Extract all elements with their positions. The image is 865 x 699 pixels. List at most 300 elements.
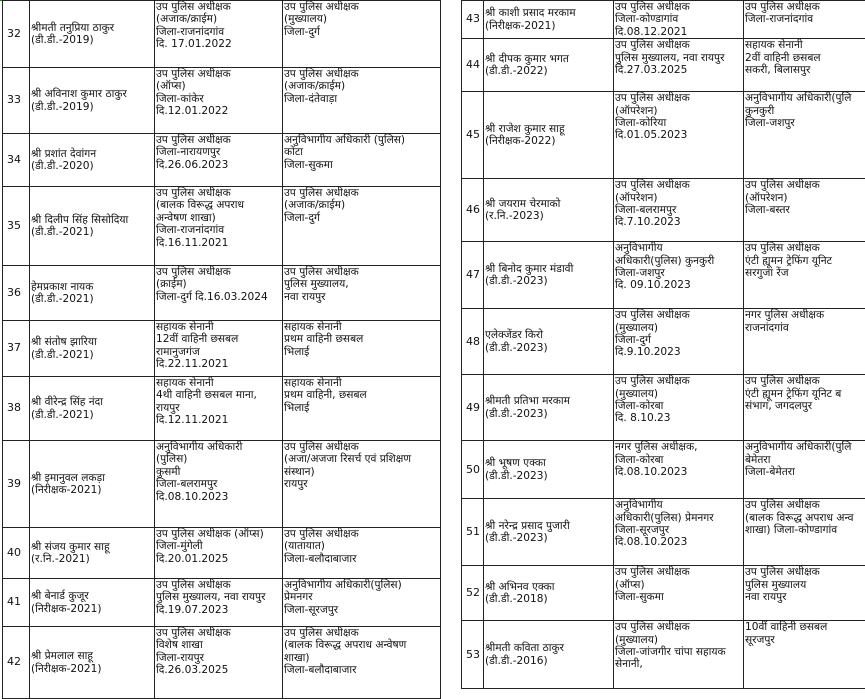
officer-name-line: (डी.डी.-2023): [485, 408, 612, 420]
current-posting-line: दि.12.01.2022: [156, 105, 281, 117]
current-posting-line: उप पुलिस अधीक्षक: [615, 375, 742, 387]
current-posting-line: दि.7.10.2023: [615, 216, 742, 228]
table-row: [3, 321, 441, 377]
new-posting-line: उप पुलिस अधीक्षक: [745, 242, 865, 254]
table-row: [3, 579, 441, 627]
new-posting-line: कोंटा: [284, 146, 439, 158]
table-row: [462, 1, 865, 39]
current-posting-line: दि.01.05.2023: [615, 129, 742, 141]
current-posting-line: रामानुजगंज: [156, 346, 281, 358]
table-row: [462, 179, 865, 242]
new-posting-line: सरगुजा रेंज: [745, 267, 865, 279]
current-posting-line: सेनानी,: [615, 658, 742, 670]
officer-name-cell: [484, 375, 614, 441]
new-posting-line: पुलिस मुख्यालय,: [284, 278, 439, 290]
new-posting-line: अनुविभागीय अधिकारी(पुलि: [745, 441, 865, 453]
current-posting-line: जिला-जांजगीर चांपा सहायक: [615, 646, 742, 658]
current-posting-line: जिला-बलरामपुर: [156, 478, 281, 490]
officer-name-line: (डी.डी.-2018): [485, 593, 612, 605]
new-posting-cell: [744, 441, 865, 499]
current-posting-line: जिला-जशपुर: [615, 267, 742, 279]
new-posting-cell: [744, 499, 865, 566]
officer-name-line: (डी.डी.-2019): [31, 34, 153, 46]
new-posting-line: उप पुलिस अधीक्षक: [284, 68, 439, 80]
current-posting-line: जिला-कांकेर: [156, 93, 281, 105]
officer-name-line: (डी.डी.-2023): [485, 470, 612, 482]
current-posting-line: उप पुलिस अधीक्षक: [615, 1, 742, 13]
new-posting-line: उप पुलिस अधीक्षक: [284, 528, 439, 540]
current-posting-line: दि.19.07.2023: [156, 604, 281, 616]
officer-name-cell: [30, 377, 155, 441]
serial-number: 39: [3, 441, 30, 528]
current-posting-line: दि.22.11.2021: [156, 358, 281, 370]
current-posting-cell: [155, 627, 283, 699]
current-posting-line: उप पुलिस अधीक्षक: [156, 1, 281, 13]
new-posting-line: प्रथम वाहिनी छसबल: [284, 333, 439, 345]
officer-name-cell: [30, 627, 155, 699]
officer-name-line: (निरीक्षक-2021): [31, 484, 153, 496]
left-transfer-table: [2, 0, 441, 699]
current-posting-line: उप पुलिस अधीक्षक (ऑप्स): [156, 528, 281, 540]
current-posting-line: दि.12.11.2021: [156, 414, 281, 426]
new-posting-line: जिला-सूरजपुर: [284, 604, 439, 616]
officer-name-cell: [484, 309, 614, 375]
current-posting-line: (पुलिस): [156, 453, 281, 465]
current-posting-line: जिला-राजनांदगांव: [156, 224, 281, 236]
new-posting-line: अनुविभागीय अधिकारी(पुलि: [745, 92, 865, 104]
current-posting-line: (ऑप्स): [615, 579, 742, 591]
serial-number: 36: [3, 266, 30, 321]
current-posting-line: (मुख्यालय): [615, 322, 742, 334]
new-posting-line: प्रथम वाहिनी, छसबल: [284, 389, 439, 401]
new-posting-cell: [744, 39, 865, 92]
new-posting-cell: [283, 266, 441, 321]
new-posting-cell: [283, 441, 441, 528]
officer-name-line: श्रीमती कविता ठाकुर: [485, 642, 612, 654]
current-posting-line: जिला-कोरबा: [615, 400, 742, 412]
current-posting-line: अनुविभागीय: [615, 242, 742, 254]
new-posting-line: (यातायात): [284, 540, 439, 552]
current-posting-line: सहायक सेनानी: [156, 321, 281, 333]
officer-name-line: एलेक्जेंडर किरो: [485, 329, 612, 341]
new-posting-line: उप पुलिस अधीक्षक: [745, 566, 865, 578]
current-posting-line: उप पुलिस अधीक्षक: [615, 92, 742, 104]
current-posting-line: जिला-दुर्ग: [615, 334, 742, 346]
new-posting-line: (अजाक/क्राईम): [284, 80, 439, 92]
new-posting-line: नवा रायपुर: [284, 291, 439, 303]
table-row: [462, 621, 865, 689]
officer-name-line: श्री प्रशांत देवांगन: [31, 148, 153, 160]
table-row: [3, 377, 441, 441]
new-posting-cell: [283, 134, 441, 187]
current-posting-line: (मुख्यालय): [615, 634, 742, 646]
current-posting-line: पुलिस मुख्यालय, नवा रायपुर: [615, 52, 742, 64]
officer-name-cell: [484, 92, 614, 179]
current-posting-cell: [155, 68, 283, 134]
new-posting-line: उप पुलिस अधीक्षक: [284, 266, 439, 278]
new-posting-cell: [744, 621, 865, 689]
current-posting-line: दि.08.10.2023: [615, 466, 742, 478]
new-posting-line: जिला-बस्तर: [745, 204, 865, 216]
new-posting-line: शाखा): [284, 652, 439, 664]
new-posting-line: नगर पुलिस अधीक्षक: [745, 309, 865, 321]
new-posting-cell: [744, 375, 865, 441]
current-posting-cell: [155, 528, 283, 579]
new-posting-line: शाखा) जिला-कोण्डागांव: [745, 524, 865, 536]
officer-name-line: श्री बेनार्ड कुजूर: [31, 590, 153, 602]
officer-name-line: (डी.डी.-2023): [485, 275, 612, 287]
current-posting-line: (मुख्यालय): [615, 388, 742, 400]
current-posting-line: अनुविभागीय अधिकारी: [156, 441, 281, 453]
table-row: [3, 134, 441, 187]
current-posting-cell: [155, 441, 283, 528]
current-posting-cell: [155, 377, 283, 441]
current-posting-cell: [614, 441, 744, 499]
new-posting-cell: [744, 1, 865, 39]
new-posting-cell: [744, 242, 865, 309]
new-posting-cell: [744, 92, 865, 179]
new-posting-line: सहायक सेनानी: [284, 377, 439, 389]
serial-number: 33: [3, 68, 30, 134]
new-posting-line: भिलाई: [284, 346, 439, 358]
new-posting-cell: [283, 627, 441, 699]
current-posting-cell: [614, 309, 744, 375]
current-posting-line: जिला-बलरामपुर: [615, 204, 742, 216]
serial-number: 34: [3, 134, 30, 187]
officer-name-line: हेमप्रकाश नायक: [31, 281, 153, 293]
new-posting-line: (बालक विरूद्ध अपराध अन्वेषण: [284, 639, 439, 651]
new-posting-line: उप पुलिस अधीक्षक: [745, 499, 865, 511]
table-row: [3, 68, 441, 134]
officer-name-line: (निरीक्षक-2021): [31, 663, 153, 675]
current-posting-line: अनुविभागीय: [615, 499, 742, 511]
officer-name-line: (डी.डी.-2022): [485, 65, 612, 77]
new-posting-line: सहायक सेनानी: [284, 321, 439, 333]
serial-number: 47: [462, 242, 484, 309]
table-row: [3, 266, 441, 321]
current-posting-line: पुलिस मुख्यालय, नवा रायपुर: [156, 591, 281, 603]
current-posting-line: विशेष शाखा: [156, 639, 281, 651]
current-posting-cell: [155, 321, 283, 377]
officer-name-line: श्री दीपक कुमार भगत: [485, 53, 612, 65]
table-row: [3, 441, 441, 528]
current-posting-line: जिला-राजनांदगांव: [156, 26, 281, 38]
new-posting-line: जिला-दुर्ग: [284, 26, 439, 38]
current-posting-line: (ऑपरेशन): [615, 105, 742, 117]
new-posting-line: (अजाक/क्राईम): [284, 199, 439, 211]
officer-name-cell: [30, 321, 155, 377]
page-gap: [441, 0, 461, 698]
current-posting-line: अधिकारी(पुलिस) कुनकुरी: [615, 255, 742, 267]
current-posting-line: (क्राईम): [156, 278, 281, 290]
current-posting-line: दि.08.10.2023: [615, 536, 742, 548]
officer-name-cell: [30, 68, 155, 134]
current-posting-line: सहायक सेनानी: [156, 377, 281, 389]
new-posting-cell: [744, 566, 865, 621]
current-posting-cell: [614, 375, 744, 441]
current-posting-cell: [614, 242, 744, 309]
new-posting-line: उप पुलिस अधीक्षक: [284, 441, 439, 453]
new-posting-line: जिला-राजनांदगांव: [745, 13, 865, 25]
new-posting-line: (अजा/अजजा रिसर्च एवं प्रशिक्षण: [284, 453, 439, 465]
current-posting-line: जिला-नारायणपुर: [156, 146, 281, 158]
new-posting-cell: [283, 68, 441, 134]
officer-name-line: (निरीक्षक-2021): [31, 603, 153, 615]
current-posting-cell: [614, 39, 744, 92]
current-posting-line: अन्वेषण शाखा): [156, 212, 281, 224]
officer-name-line: श्री वीरेन्द्र सिंह नंदा: [31, 396, 153, 408]
current-posting-line: दि.08.10.2023: [156, 491, 281, 503]
officer-name-line: श्री प्रेमलाल साहू: [31, 650, 153, 662]
new-posting-line: जिला-बलौदाबाजार: [284, 553, 439, 565]
current-posting-line: दि. 8.10.23: [615, 412, 742, 424]
table-row: [462, 309, 865, 375]
officer-name-cell: [484, 242, 614, 309]
new-posting-line: उप पुलिस अधीक्षक: [284, 187, 439, 199]
officer-name-cell: [30, 441, 155, 528]
serial-number: 32: [3, 1, 30, 68]
new-posting-line: उप पुलिस अधीक्षक: [745, 1, 865, 13]
new-posting-line: जिला-दंतेवाड़ा: [284, 93, 439, 105]
new-posting-line: (ऑपरेशन): [745, 192, 865, 204]
new-posting-line: उप पुलिस अधीक्षक: [745, 179, 865, 191]
new-posting-cell: [744, 179, 865, 242]
officer-name-cell: [484, 179, 614, 242]
current-posting-line: 12वीं वाहिनी छसबल: [156, 333, 281, 345]
current-posting-line: दि.9.10.2023: [615, 346, 742, 358]
new-posting-line: संस्थान): [284, 466, 439, 478]
current-posting-line: दि.08.12.2021: [615, 26, 742, 38]
officer-name-cell: [484, 1, 614, 39]
serial-number: 38: [3, 377, 30, 441]
officer-name-line: श्रीमती प्रतिभा मरकाम: [485, 395, 612, 407]
new-posting-line: जिला-सुकमा: [284, 159, 439, 171]
current-posting-line: (अजाक/क्राईम): [156, 13, 281, 25]
current-posting-line: नगर पुलिस अधीक्षक,: [615, 441, 742, 453]
new-posting-line: बेमेतरा: [745, 454, 865, 466]
officer-name-line: (डी.डी.-2021): [31, 349, 153, 361]
table-row: [462, 375, 865, 441]
current-posting-line: दि.26.03.2025: [156, 664, 281, 676]
current-posting-line: (ऑप्स): [156, 80, 281, 92]
officer-name-line: श्री संतोष झारिया: [31, 336, 153, 348]
serial-number: 35: [3, 187, 30, 266]
new-posting-cell: [283, 528, 441, 579]
officer-name-line: (निरीक्षक-2022): [485, 135, 612, 147]
officer-name-line: (डी.डी.-2023): [485, 532, 612, 544]
current-posting-cell: [155, 266, 283, 321]
new-posting-line: जिला-जशपुर: [745, 117, 865, 129]
officer-name-line: श्री बिनोद कुमार मंडावी: [485, 263, 612, 275]
current-posting-line: दि. 17.01.2022: [156, 38, 281, 50]
officer-name-cell: [484, 39, 614, 92]
officer-name-line: श्री नरेन्द्र प्रसाद पुजारी: [485, 520, 612, 532]
table-row: [462, 499, 865, 566]
serial-number: 48: [462, 309, 484, 375]
current-posting-line: दि.16.11.2021: [156, 237, 281, 249]
right-transfer-table: [461, 0, 865, 689]
officer-name-cell: [30, 134, 155, 187]
new-posting-cell: [283, 321, 441, 377]
new-posting-cell: [744, 309, 865, 375]
new-posting-cell: [283, 579, 441, 627]
current-posting-line: दि.26.06.2023: [156, 159, 281, 171]
current-posting-line: उप पुलिस अधीक्षक: [615, 309, 742, 321]
officer-name-line: श्री इमानुवल लकड़ा: [31, 472, 153, 484]
officer-name-cell: [484, 566, 614, 621]
current-posting-cell: [614, 499, 744, 566]
new-posting-line: नवा रायपुर: [745, 591, 865, 603]
serial-number: 43: [462, 1, 484, 39]
serial-number: 52: [462, 566, 484, 621]
current-posting-line: जिला-सूरजपुर: [615, 524, 742, 536]
new-posting-cell: [283, 187, 441, 266]
current-posting-line: (बालक विरूद्ध अपराध: [156, 199, 281, 211]
table-row: [3, 187, 441, 266]
serial-number: 40: [3, 528, 30, 579]
officer-name-cell: [484, 441, 614, 499]
current-posting-cell: [155, 579, 283, 627]
new-posting-line: अनुविभागीय अधिकारी (पुलिस): [284, 134, 439, 146]
serial-number: 42: [3, 627, 30, 699]
new-posting-line: सहायक सेनानी: [745, 39, 865, 51]
table-row: [462, 242, 865, 309]
officer-name-line: श्री अविनाश कुमार ठाकुर: [31, 88, 153, 100]
current-posting-line: उप पुलिस अधीक्षक: [156, 579, 281, 591]
new-posting-line: अनुविभागीय अधिकारी(पुलिस): [284, 579, 439, 591]
current-posting-line: अधिकारी(पुलिस) प्रेमनगर: [615, 512, 742, 524]
current-posting-line: उप पुलिस अधीक्षक: [615, 621, 742, 633]
new-posting-line: भिलाई: [284, 402, 439, 414]
officer-name-cell: [30, 528, 155, 579]
table-row: [462, 92, 865, 179]
current-posting-line: जिला-दुर्ग दि.16.03.2024: [156, 291, 281, 303]
officer-name-line: (डी.डी.-2016): [485, 655, 612, 667]
new-posting-line: राजनांदगांव: [745, 322, 865, 334]
new-posting-line: एंटी ह्यूमन ट्रेफिंग यूनिट: [745, 255, 865, 267]
current-posting-line: रायपुर: [156, 402, 281, 414]
serial-number: 46: [462, 179, 484, 242]
current-posting-cell: [614, 566, 744, 621]
new-posting-line: रायपुर: [284, 478, 439, 490]
new-posting-line: कुनकुरी: [745, 105, 865, 117]
current-posting-line: 4थी वाहिनी छसबल माना,: [156, 389, 281, 401]
officer-name-line: (डी.डी.-2020): [31, 160, 153, 172]
officer-name-line: (डी.डी.-2021): [31, 293, 153, 305]
serial-number: 51: [462, 499, 484, 566]
current-posting-cell: [155, 134, 283, 187]
table-row: [462, 441, 865, 499]
current-posting-line: जिला-कोण्डागांव: [615, 13, 742, 25]
table-row: [3, 528, 441, 579]
table-row: [3, 1, 441, 68]
new-posting-line: जिला-बलौदाबाजार: [284, 664, 439, 676]
officer-name-line: (डी.डी.-2021): [31, 409, 153, 421]
new-posting-line: 2वीं वाहिनी छसबल: [745, 52, 865, 64]
table-row: [462, 39, 865, 92]
new-posting-line: प्रेमनगर: [284, 591, 439, 603]
officer-name-line: (र.नि.-2023): [485, 210, 612, 222]
officer-name-line: श्री राजेश कुमार साहू: [485, 123, 612, 135]
serial-number: 37: [3, 321, 30, 377]
new-posting-line: पुलिस मुख्यालय: [745, 579, 865, 591]
current-posting-line: उप पुलिस अधीक्षक: [615, 179, 742, 191]
current-posting-line: उप पुलिस अधीक्षक: [156, 627, 281, 639]
officer-name-line: श्रीमती तनुप्रिया ठाकुर: [31, 22, 153, 34]
officer-name-line: श्री भूषण एक्का: [485, 457, 612, 469]
officer-name-cell: [30, 266, 155, 321]
serial-number: 44: [462, 39, 484, 92]
officer-name-cell: [484, 621, 614, 689]
officer-name-line: श्री संजय कुमार साहू: [31, 541, 153, 553]
new-posting-line: सूरजपुर: [745, 634, 865, 646]
new-posting-cell: [283, 377, 441, 441]
new-posting-line: सकरी, बिलासपुर: [745, 64, 865, 76]
serial-number: 49: [462, 375, 484, 441]
current-posting-line: दि.20.01.2025: [156, 553, 281, 565]
current-posting-line: उप पुलिस अधीक्षक: [156, 187, 281, 199]
current-posting-line: (ऑपरेशन): [615, 192, 742, 204]
current-posting-cell: [155, 1, 283, 68]
current-posting-line: उप पुलिस अधीक्षक: [615, 39, 742, 51]
new-posting-line: उप पुलिस अधीक्षक: [284, 627, 439, 639]
officer-name-line: श्री जयराम चेरमाको: [485, 198, 612, 210]
officer-name-line: (र.नि.-2021): [31, 553, 153, 565]
officer-name-line: श्री अभिनव एक्का: [485, 581, 612, 593]
officer-name-cell: [30, 1, 155, 68]
new-posting-line: उप पुलिस अधीक्षक: [745, 375, 865, 387]
current-posting-line: कुसमी: [156, 466, 281, 478]
officer-name-cell: [484, 499, 614, 566]
current-posting-cell: [614, 621, 744, 689]
current-posting-line: दि. 09.10.2023: [615, 279, 742, 291]
officer-name-line: (डी.डी.-2019): [31, 101, 153, 113]
current-posting-cell: [614, 1, 744, 39]
serial-number: 45: [462, 92, 484, 179]
current-posting-cell: [155, 187, 283, 266]
new-posting-line: (बालक विरूद्ध अपराध अन्व: [745, 512, 865, 524]
current-posting-line: जिला-कोरिया: [615, 117, 742, 129]
officer-name-line: श्री दिलीप सिंह सिसोदिया: [31, 214, 153, 226]
current-posting-cell: [614, 179, 744, 242]
current-posting-cell: [614, 92, 744, 179]
new-posting-line: उप पुलिस अधीक्षक: [284, 1, 439, 13]
current-posting-line: जिला-रायपुर: [156, 652, 281, 664]
current-posting-line: उप पुलिस अधीक्षक: [156, 266, 281, 278]
table-row: [3, 627, 441, 699]
current-posting-line: उप पुलिस अधीक्षक: [156, 68, 281, 80]
new-posting-line: जिला-दुर्ग: [284, 212, 439, 224]
current-posting-line: दि.27.03.2025: [615, 64, 742, 76]
new-posting-line: एंटी ह्यूमन ट्रेफिंग यूनिट ब: [745, 388, 865, 400]
officer-name-line: श्री काशी प्रसाद मरकाम: [485, 7, 612, 19]
current-posting-line: जिला-मुंगेली: [156, 540, 281, 552]
officer-name-line: (निरीक्षक-2021): [485, 20, 612, 32]
serial-number: 41: [3, 579, 30, 627]
serial-number: 53: [462, 621, 484, 689]
officer-name-cell: [30, 579, 155, 627]
current-posting-line: उप पुलिस अधीक्षक: [615, 566, 742, 578]
current-posting-line: जिला-सुकमा: [615, 591, 742, 603]
new-posting-cell: [283, 1, 441, 68]
serial-number: 50: [462, 441, 484, 499]
new-posting-line: संभाग, जगदलपुर: [745, 400, 865, 412]
new-posting-line: 10वीं वाहिनी छसबल: [745, 621, 865, 633]
current-posting-line: जिला-कोरबा: [615, 454, 742, 466]
current-posting-line: उप पुलिस अधीक्षक: [156, 134, 281, 146]
officer-name-cell: [30, 187, 155, 266]
new-posting-line: (मुख्यालय): [284, 13, 439, 25]
